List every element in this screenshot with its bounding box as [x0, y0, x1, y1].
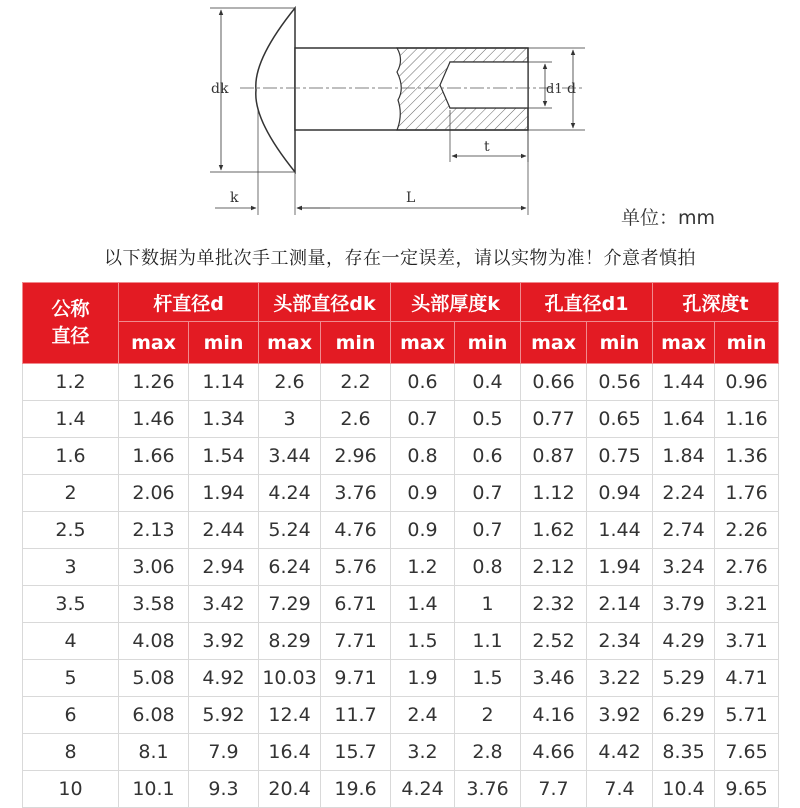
value-cell: 8.35 [653, 734, 715, 771]
value-cell: 1.94 [189, 475, 259, 512]
table-row [23, 623, 779, 660]
value-cell: 2.44 [189, 512, 259, 549]
value-cell: 2.2 [321, 364, 391, 401]
value-cell: 2.94 [189, 549, 259, 586]
value-cell: 2.52 [521, 623, 587, 660]
value-cell: 0.6 [455, 438, 521, 475]
value-cell: 3.22 [587, 660, 653, 697]
label-dk: dk [211, 81, 229, 97]
value-cell: 3.71 [715, 623, 779, 660]
value-cell: 0.75 [587, 438, 653, 475]
value-cell: 3.92 [587, 697, 653, 734]
value-cell: 1.44 [653, 364, 715, 401]
value-cell: 9.71 [321, 660, 391, 697]
table-row [23, 438, 779, 475]
subheader-max: max [391, 322, 455, 364]
value-cell: 5.76 [321, 549, 391, 586]
value-cell: 3.21 [715, 586, 779, 623]
value-cell: 4.76 [321, 512, 391, 549]
header-hole-depth: 孔深度t [653, 283, 779, 322]
value-cell: 6.71 [321, 586, 391, 623]
value-cell: 3 [259, 401, 321, 438]
header-nominal-line2: 直径 [51, 325, 90, 347]
value-cell: 1.62 [521, 512, 587, 549]
nominal-diameter-cell: 1.2 [23, 364, 119, 401]
table-row [23, 512, 779, 549]
value-cell: 7.29 [259, 586, 321, 623]
value-cell: 20.4 [259, 771, 321, 808]
header-hole-diameter: 孔直径d1 [521, 283, 653, 322]
subheader-max: max [653, 322, 715, 364]
value-cell: 5.08 [119, 660, 189, 697]
header-head-diameter: 头部直径dk [259, 283, 391, 322]
value-cell: 0.77 [521, 401, 587, 438]
value-cell: 1.66 [119, 438, 189, 475]
spec-table [22, 282, 779, 808]
value-cell: 0.7 [455, 475, 521, 512]
value-cell: 2.76 [715, 549, 779, 586]
value-cell: 1.5 [455, 660, 521, 697]
value-cell: 3.44 [259, 438, 321, 475]
value-cell: 2.6 [259, 364, 321, 401]
header-shank-diameter: 杆直径d [119, 283, 259, 322]
value-cell: 2 [455, 697, 521, 734]
table-row [23, 660, 779, 697]
table-row [23, 771, 779, 808]
value-cell: 4.42 [587, 734, 653, 771]
subheader-max: max [119, 322, 189, 364]
value-cell: 8.29 [259, 623, 321, 660]
label-d: d [567, 81, 576, 97]
value-cell: 0.8 [455, 549, 521, 586]
value-cell: 0.94 [587, 475, 653, 512]
value-cell: 1.5 [391, 623, 455, 660]
value-cell: 1.36 [715, 438, 779, 475]
nominal-diameter-cell: 6 [23, 697, 119, 734]
value-cell: 1.94 [587, 549, 653, 586]
value-cell: 4.92 [189, 660, 259, 697]
nominal-diameter-cell: 8 [23, 734, 119, 771]
value-cell: 2.74 [653, 512, 715, 549]
spec-table-body [23, 364, 779, 808]
value-cell: 2.8 [455, 734, 521, 771]
value-cell: 1.46 [119, 401, 189, 438]
nominal-diameter-cell: 4 [23, 623, 119, 660]
value-cell: 0.96 [715, 364, 779, 401]
table-row [23, 734, 779, 771]
value-cell: 2.14 [587, 586, 653, 623]
value-cell: 11.7 [321, 697, 391, 734]
value-cell: 0.7 [455, 512, 521, 549]
value-cell: 2.24 [653, 475, 715, 512]
rivet-diagram [0, 0, 800, 235]
value-cell: 2.34 [587, 623, 653, 660]
value-cell: 0.87 [521, 438, 587, 475]
label-d1: d1 [546, 82, 563, 97]
subheader-min: min [587, 322, 653, 364]
value-cell: 5.29 [653, 660, 715, 697]
value-cell: 2.06 [119, 475, 189, 512]
value-cell: 0.8 [391, 438, 455, 475]
table-row [23, 475, 779, 512]
value-cell: 6.08 [119, 697, 189, 734]
value-cell: 7.71 [321, 623, 391, 660]
header-head-thickness: 头部厚度k [391, 283, 521, 322]
header-nominal-line1: 公称 [51, 298, 90, 320]
nominal-diameter-cell: 10 [23, 771, 119, 808]
value-cell: 10.4 [653, 771, 715, 808]
value-cell: 15.7 [321, 734, 391, 771]
value-cell: 2.4 [391, 697, 455, 734]
value-cell: 1 [455, 586, 521, 623]
value-cell: 4.66 [521, 734, 587, 771]
value-cell: 0.7 [391, 401, 455, 438]
value-cell: 4.08 [119, 623, 189, 660]
value-cell: 1.34 [189, 401, 259, 438]
value-cell: 3.06 [119, 549, 189, 586]
unit-label: 单位：mm [621, 207, 716, 229]
measurement-note: 以下数据为单批次手工测量，存在一定误差，请以实物为准！介意者慎拍 [104, 248, 696, 269]
table-row [23, 586, 779, 623]
subheader-min: min [189, 322, 259, 364]
value-cell: 16.4 [259, 734, 321, 771]
nominal-diameter-cell: 3.5 [23, 586, 119, 623]
value-cell: 19.6 [321, 771, 391, 808]
rivet-head [256, 8, 295, 172]
value-cell: 2.32 [521, 586, 587, 623]
subheader-max: max [259, 322, 321, 364]
nominal-diameter-cell: 2 [23, 475, 119, 512]
value-cell: 0.6 [391, 364, 455, 401]
value-cell: 7.9 [189, 734, 259, 771]
value-cell: 1.2 [391, 549, 455, 586]
value-cell: 7.65 [715, 734, 779, 771]
value-cell: 10.03 [259, 660, 321, 697]
table-row [23, 549, 779, 586]
value-cell: 2.13 [119, 512, 189, 549]
value-cell: 3.92 [189, 623, 259, 660]
nominal-diameter-cell: 1.6 [23, 438, 119, 475]
value-cell: 4.16 [521, 697, 587, 734]
value-cell: 9.65 [715, 771, 779, 808]
value-cell: 5.24 [259, 512, 321, 549]
label-t: t [484, 139, 490, 155]
value-cell: 12.4 [259, 697, 321, 734]
value-cell: 2.12 [521, 549, 587, 586]
subheader-max: max [521, 322, 587, 364]
value-cell: 4.24 [391, 771, 455, 808]
header-nominal-diameter [23, 283, 119, 364]
value-cell: 0.56 [587, 364, 653, 401]
table-row [23, 401, 779, 438]
value-cell: 3.2 [391, 734, 455, 771]
value-cell: 0.9 [391, 475, 455, 512]
nominal-diameter-cell: 2.5 [23, 512, 119, 549]
subheader-min: min [715, 322, 779, 364]
table-row [23, 364, 779, 401]
subheader-min: min [321, 322, 391, 364]
value-cell: 3.46 [521, 660, 587, 697]
value-cell: 2.6 [321, 401, 391, 438]
subheader-min: min [455, 322, 521, 364]
value-cell: 7.7 [521, 771, 587, 808]
nominal-diameter-cell: 1.4 [23, 401, 119, 438]
value-cell: 1.64 [653, 401, 715, 438]
value-cell: 1.16 [715, 401, 779, 438]
value-cell: 1.4 [391, 586, 455, 623]
value-cell: 1.26 [119, 364, 189, 401]
value-cell: 1.1 [455, 623, 521, 660]
value-cell: 10.1 [119, 771, 189, 808]
nominal-diameter-cell: 3 [23, 549, 119, 586]
value-cell: 4.24 [259, 475, 321, 512]
value-cell: 1.12 [521, 475, 587, 512]
value-cell: 9.3 [189, 771, 259, 808]
value-cell: 0.9 [391, 512, 455, 549]
value-cell: 1.54 [189, 438, 259, 475]
label-k: k [230, 190, 239, 206]
value-cell: 3.79 [653, 586, 715, 623]
value-cell: 1.76 [715, 475, 779, 512]
value-cell: 6.24 [259, 549, 321, 586]
value-cell: 3.24 [653, 549, 715, 586]
value-cell: 6.29 [653, 697, 715, 734]
value-cell: 5.92 [189, 697, 259, 734]
value-cell: 0.4 [455, 364, 521, 401]
value-cell: 4.71 [715, 660, 779, 697]
value-cell: 3.76 [455, 771, 521, 808]
value-cell: 1.44 [587, 512, 653, 549]
value-cell: 0.65 [587, 401, 653, 438]
value-cell: 1.14 [189, 364, 259, 401]
label-L: L [406, 190, 416, 206]
value-cell: 1.84 [653, 438, 715, 475]
value-cell: 2.96 [321, 438, 391, 475]
value-cell: 4.29 [653, 623, 715, 660]
value-cell: 7.4 [587, 771, 653, 808]
value-cell: 1.9 [391, 660, 455, 697]
value-cell: 3.58 [119, 586, 189, 623]
nominal-diameter-cell: 5 [23, 660, 119, 697]
value-cell: 8.1 [119, 734, 189, 771]
table-row [23, 697, 779, 734]
value-cell: 3.76 [321, 475, 391, 512]
value-cell: 2.26 [715, 512, 779, 549]
value-cell: 5.71 [715, 697, 779, 734]
rivet-hole [440, 62, 528, 108]
value-cell: 0.5 [455, 401, 521, 438]
value-cell: 3.42 [189, 586, 259, 623]
value-cell: 0.66 [521, 364, 587, 401]
